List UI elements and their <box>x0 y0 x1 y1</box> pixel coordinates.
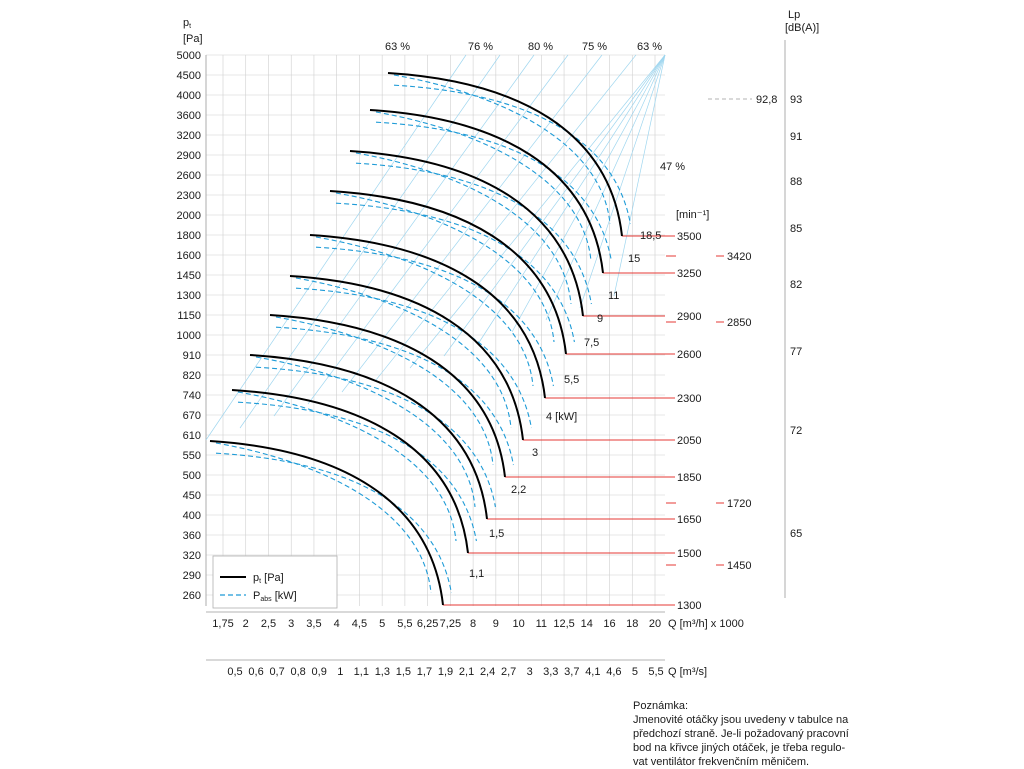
x-tick-label-m3h: 4,5 <box>351 618 368 630</box>
x-tick-label-m3s: 1,1 <box>353 666 369 678</box>
x-tick-label-m3s: 3 <box>526 666 533 678</box>
speed-tick-label: 1500 <box>677 548 702 560</box>
x-tick-label-m3h: 3,5 <box>306 618 322 630</box>
power-curve <box>256 357 475 507</box>
lp-tick-label: 77 <box>790 346 803 358</box>
note-line: bod na křivce jiných otáček, je třeba regulo- <box>633 742 846 754</box>
y-tick-label: 1800 <box>176 230 201 242</box>
efficiency-line <box>478 55 665 344</box>
speed-unit-label: [min⁻¹] <box>676 209 710 221</box>
efficiency-line <box>206 55 466 440</box>
efficiency-lines <box>206 55 665 440</box>
power-label: 1,5 <box>489 528 505 540</box>
power-curve <box>336 203 574 342</box>
x-tick-label-m3h: 5 <box>379 618 386 630</box>
y-tick-label: 3600 <box>176 110 201 122</box>
x-tick-label-m3s: 0,9 <box>311 666 327 678</box>
y-tick-label: 3200 <box>176 130 201 142</box>
note-line: předchozí straně. Je-li požadovaný pracovní <box>633 728 849 740</box>
x-tick-label-m3h: 8 <box>470 618 477 630</box>
x-tick-label-m3s: 5,5 <box>648 666 664 678</box>
x-tick-label-m3h: 1,75 <box>212 618 234 630</box>
power-label: 9 <box>597 313 604 325</box>
speed-tick-label: 2600 <box>677 349 702 361</box>
efficiency-label: 80 % <box>528 41 554 53</box>
x-axis-title-m3h: Q [m³/h] x 1000 <box>668 618 744 630</box>
y-tick-label: 360 <box>182 530 201 542</box>
x-tick-label-m3h: 2,5 <box>260 618 277 630</box>
y-tick-label: 820 <box>182 370 201 382</box>
y-tick-label: 1150 <box>177 310 201 322</box>
y-tick-label: 4500 <box>176 70 201 82</box>
y-axis-title-unit: [Pa] <box>183 33 203 45</box>
legend-pressure-label: pt [Pa] <box>253 572 284 585</box>
y-tick-label: 450 <box>182 490 201 502</box>
power-curve <box>356 163 591 304</box>
x-tick-label-m3s: 4,6 <box>606 666 622 678</box>
y-tick-label: 260 <box>182 590 201 602</box>
x-tick-label-m3h: 6,25 <box>416 618 439 630</box>
y-tick-label: 320 <box>182 550 201 562</box>
lp-tick-label: 82 <box>790 279 803 291</box>
speed-tick-label: 2050 <box>677 435 702 447</box>
x-tick-label-m3h: 12,5 <box>553 618 575 630</box>
lp-tick-label: 65 <box>790 528 803 540</box>
x-tick-label-m3s: 0,5 <box>227 666 243 678</box>
y-tick-label: 550 <box>182 450 201 462</box>
power-label: 18,5 <box>640 230 662 242</box>
x-tick-label-m3s: 3,3 <box>543 666 559 678</box>
y-tick-label: 4000 <box>176 90 201 102</box>
note-line: Jmenovité otáčky jsou uvedeny v tabulce na <box>633 714 849 726</box>
lp-tick-label: 85 <box>790 223 803 235</box>
speed-tick-label: 3250 <box>677 268 702 280</box>
efficiency-line <box>580 55 665 308</box>
lp-tick-label: 88 <box>790 176 803 188</box>
power-curve <box>316 237 533 386</box>
x-tick-label-m3s: 1,9 <box>437 666 454 678</box>
power-label: 5,5 <box>564 374 580 386</box>
x-tick-label-m3s: 2,1 <box>458 666 475 678</box>
power-label: 2,2 <box>511 484 527 496</box>
y-tick-label: 1000 <box>176 330 201 342</box>
note-title: Poznámka: <box>633 700 689 712</box>
y-tick-label: 2900 <box>176 150 201 162</box>
x-tick-label-m3s: 4,1 <box>585 666 601 678</box>
x-tick-label-m3s: 1,5 <box>395 666 412 678</box>
x-tick-label-m3h: 3 <box>288 618 295 630</box>
efficiency-label: 63 % <box>637 41 663 53</box>
x-tick-label-m3s: 1,3 <box>374 666 390 678</box>
y-tick-label: 910 <box>182 350 201 362</box>
power-label: 15 <box>628 253 641 265</box>
x-axis-title-m3s: Q [m³/s] <box>668 666 708 678</box>
y-tick-label: 1450 <box>176 270 201 282</box>
x-tick-label-m3h: 7,25 <box>439 618 462 630</box>
lp-tick-label: 93 <box>790 94 803 106</box>
x-tick-label-m3s: 3,7 <box>564 666 580 678</box>
lp-marker-label: 92,8 <box>756 94 778 106</box>
speed-secondary-label: 3420 <box>727 251 752 263</box>
lp-tick-label: 91 <box>790 131 803 143</box>
x-tick-label-m3s: 2,4 <box>479 666 496 678</box>
x-tick-label-m3s: 0,8 <box>290 666 306 678</box>
speed-tick-label: 2300 <box>677 393 702 405</box>
x-tick-label-m3h: 4 <box>333 618 340 630</box>
power-label: 4 [kW] <box>546 411 578 423</box>
legend-power-label: Pabs [kW] <box>253 590 297 603</box>
y-tick-label: 290 <box>182 570 201 582</box>
lp-unit-top: Lp <box>788 9 801 21</box>
speed-secondary-label: 2850 <box>727 317 752 329</box>
x-tick-label-m3h: 9 <box>492 618 499 630</box>
x-tick-label-m3h: 14 <box>580 618 593 630</box>
speed-secondary-label: 1720 <box>727 498 752 510</box>
power-curve <box>276 327 513 465</box>
speed-tick-label: 1300 <box>677 600 702 612</box>
x-tick-label-m3h: 2 <box>242 618 249 630</box>
x-tick-label-m3s: 0,6 <box>248 666 264 678</box>
x-tick-label-m3s: 0,7 <box>269 666 285 678</box>
power-curve <box>238 392 456 541</box>
speed-tick-label: 3500 <box>677 231 702 243</box>
x-tick-label-m3h: 20 <box>648 618 662 630</box>
efficiency-label: 76 % <box>468 41 494 53</box>
y-tick-label: 610 <box>182 430 201 442</box>
pressure-curve <box>290 276 523 440</box>
y-tick-label: 500 <box>182 470 201 482</box>
x-tick-label-m3s: 1,7 <box>416 666 433 678</box>
x-tick-label-m3h: 11 <box>535 618 548 630</box>
efficiency-line <box>410 55 665 368</box>
y-tick-label: 1600 <box>176 250 201 262</box>
note-line: vat ventilátor frekvenčním měničem. <box>633 756 810 768</box>
lp-tick-label: 72 <box>790 425 803 437</box>
x-tick-label-m3h: 5,5 <box>397 618 413 630</box>
power-label: 3 <box>532 447 539 459</box>
power-label: 7,5 <box>584 337 600 349</box>
x-tick-label-m3h: 16 <box>603 618 616 630</box>
y-tick-label: 400 <box>182 510 201 522</box>
power-curve <box>336 193 554 342</box>
y-tick-label: 2000 <box>176 210 201 222</box>
efficiency-label: 75 % <box>582 41 608 53</box>
y-tick-label: 1300 <box>176 290 201 302</box>
y-tick-label: 2300 <box>176 190 201 202</box>
pressure-curves <box>210 73 622 605</box>
pressure-curve <box>270 315 505 477</box>
speed-tick-label: 1650 <box>677 514 702 526</box>
x-tick-label-m3s: 1 <box>337 666 344 678</box>
y-tick-label: 2600 <box>176 170 201 182</box>
power-label: 1,1 <box>469 568 485 580</box>
speed-secondary-label: 1450 <box>727 560 752 572</box>
y-tick-label: 670 <box>182 410 201 422</box>
x-tick-label-m3h: 18 <box>626 618 639 630</box>
speed-tick-label: 2900 <box>677 311 702 323</box>
efficiency-label: 63 % <box>385 41 411 53</box>
y-tick-label: 740 <box>182 390 201 402</box>
y-axis-title-symbol: pt <box>183 17 192 30</box>
legend <box>213 556 337 608</box>
efficiency-label: 47 % <box>660 161 686 173</box>
x-tick-label-m3h: 10 <box>512 618 525 630</box>
lp-unit-bottom: [dB(A)] <box>785 22 820 34</box>
note <box>633 699 863 769</box>
power-label: 11 <box>608 290 620 302</box>
y-tick-label: 5000 <box>176 50 201 62</box>
speed-tick-label: 1850 <box>677 472 702 484</box>
x-tick-label-m3s: 5 <box>631 666 639 678</box>
x-tick-label-m3s: 2,7 <box>501 666 517 678</box>
